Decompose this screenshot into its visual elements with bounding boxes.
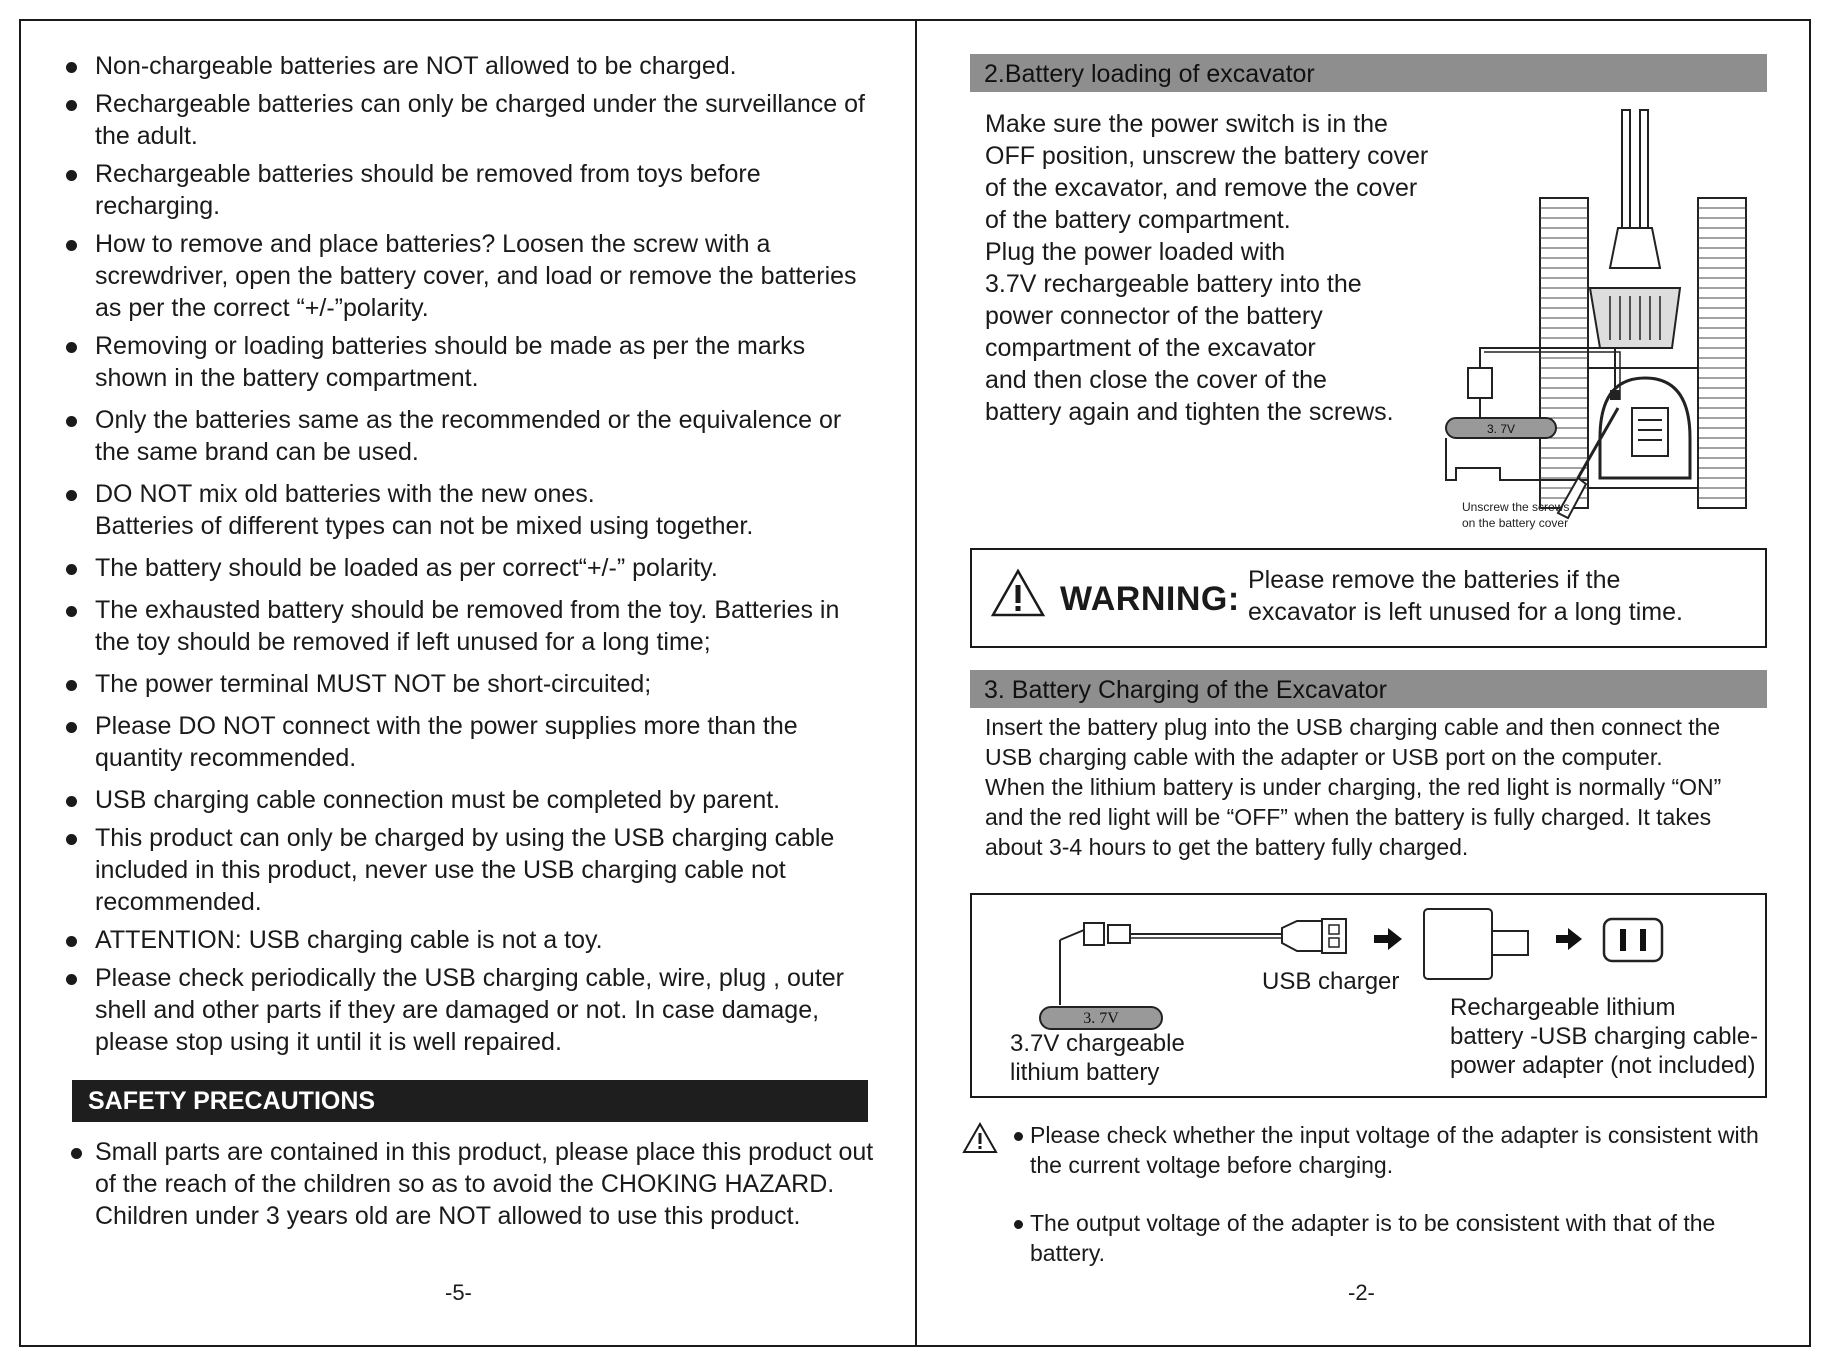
warning-triangle-icon: [990, 568, 1046, 618]
list-item: Only the batteries same as the recommended or the equivalence or the same brand can be used.: [60, 404, 880, 468]
usb-charging-diagram: [970, 893, 1767, 1098]
figure-battery-tag: 3. 7V: [1486, 422, 1516, 436]
section-2-instructions: Make sure the power switch is in the OFF position, unscrew the battery cover of the excavator, and remove the cover of the battery compartment. Plug the power loaded with 3.7V rechargeable battery into the power connector of the battery compartment of the excavator and then close the cover of the battery again and tighten the screws.: [985, 110, 1429, 426]
list-item: Rechargeable batteries can only be charged under the surveillance of the adult.: [60, 88, 880, 152]
bullet-icon: [66, 170, 77, 181]
bullet-icon: [66, 722, 77, 733]
center-fold-line: [915, 19, 917, 1347]
list-item: The power terminal MUST NOT be short-circuited;: [60, 668, 880, 700]
bullet-icon: [66, 936, 77, 947]
list-item: How to remove and place batteries? Loosen the screw with a screwdriver, open the battery cover, and load or remove the batteries as per the correct “+/-”polarity.: [60, 228, 880, 324]
battery-label: 3.7V chargeable lithium battery: [1010, 1030, 1185, 1086]
bullet-icon: [66, 796, 77, 807]
bullet-icon: [66, 974, 77, 985]
usb-charger-label: USB charger: [1262, 968, 1400, 995]
safety-precautions-heading: SAFETY PRECAUTIONS: [72, 1080, 868, 1122]
page-number-right: -2-: [1348, 1280, 1375, 1305]
warning-message: Please remove the batteries if the excavator is left unused for a long time.: [1248, 566, 1683, 626]
bullet-icon: [66, 240, 77, 251]
list-item: Please check periodically the USB charging cable, wire, plug , outer shell and other parts if they are damaged or not. In case damage, please stop using it until it is well repaired.: [60, 962, 880, 1058]
list-item: DO NOT mix old batteries with the new ones. Batteries of different types can not be mixed using together.: [60, 478, 880, 542]
bullet-icon: [66, 834, 77, 845]
charging-notes: [960, 1120, 1780, 1268]
bullet-icon: [1014, 1132, 1023, 1141]
bullet-icon: [71, 1148, 82, 1159]
list-item: Non-chargeable batteries are NOT allowed to be charged.: [60, 50, 880, 82]
left-page: [60, 50, 880, 1232]
arrow-right-icon: [1374, 928, 1402, 950]
warning-box: [970, 548, 1767, 648]
list-item: Removing or loading batteries should be made as per the marks shown in the battery compartment.: [60, 330, 880, 394]
adapter-label: Rechargeable lithium battery -USB charging cable- power adapter (not included): [1450, 994, 1759, 1079]
page-number-left: -5-: [445, 1280, 472, 1305]
bullet-icon: [66, 416, 77, 427]
bullet-icon: [66, 606, 77, 617]
list-item: This product can only be charged by using the USB charging cable included in this product, never use the USB charging cable not recommended.: [60, 822, 880, 918]
list-item: The battery should be loaded as per correct“+/-” polarity.: [60, 552, 880, 584]
section-3-instructions: Insert the battery plug into the USB charging cable and then connect the USB charging cable with the adapter or USB port on the computer. When the lithium battery is under charging, the red light is normally “ON” and the red light will be “OFF” when the battery is fully charged. It takes about 3-4 hours to get the battery fully charged.: [985, 714, 1722, 860]
battery-rules-list: [60, 50, 880, 1058]
arrow-right-icon: [1556, 928, 1582, 950]
list-item: The output voltage of the adapter is to be consistent with that of the battery.: [960, 1208, 1780, 1268]
figure-caption-line2: on the battery cover: [1462, 516, 1569, 530]
bullet-icon: [66, 100, 77, 111]
bullet-icon: [66, 680, 77, 691]
section-3-heading: 3. Battery Charging of the Excavator: [970, 670, 1767, 708]
list-item: Please DO NOT connect with the power supplies more than the quantity recommended.: [60, 710, 880, 774]
figure-caption-line1: Unscrew the screws: [1462, 500, 1570, 514]
list-item: The exhausted battery should be removed from the toy. Batteries in the toy should be removed if left unused for a long time;: [60, 594, 880, 658]
warning-label: WARNING:: [1060, 580, 1240, 618]
usb-battery-tag: 3. 7V: [1083, 1010, 1119, 1027]
list-item: Please check whether the input voltage of the adapter is consistent with the current voltage before charging.: [960, 1120, 1780, 1180]
bullet-icon: [66, 342, 77, 353]
section-2-heading: 2.Battery loading of excavator: [970, 54, 1767, 92]
list-item: ATTENTION: USB charging cable is not a toy.: [60, 924, 880, 956]
bullet-icon: [66, 62, 77, 73]
bullet-icon: [1014, 1220, 1023, 1229]
list-item: Rechargeable batteries should be removed from toys before recharging.: [60, 158, 880, 222]
bullet-icon: [66, 490, 77, 501]
safety-precaution-text: Small parts are contained in this product, please place this product out of the reach of the children so as to avoid the CHOKING HAZARD. Children under 3 years old are NOT allowed to use this product.: [60, 1136, 880, 1232]
list-item: USB charging cable connection must be completed by parent.: [60, 784, 880, 816]
excavator-battery-figure: [1440, 108, 1770, 538]
bullet-icon: [66, 564, 77, 575]
